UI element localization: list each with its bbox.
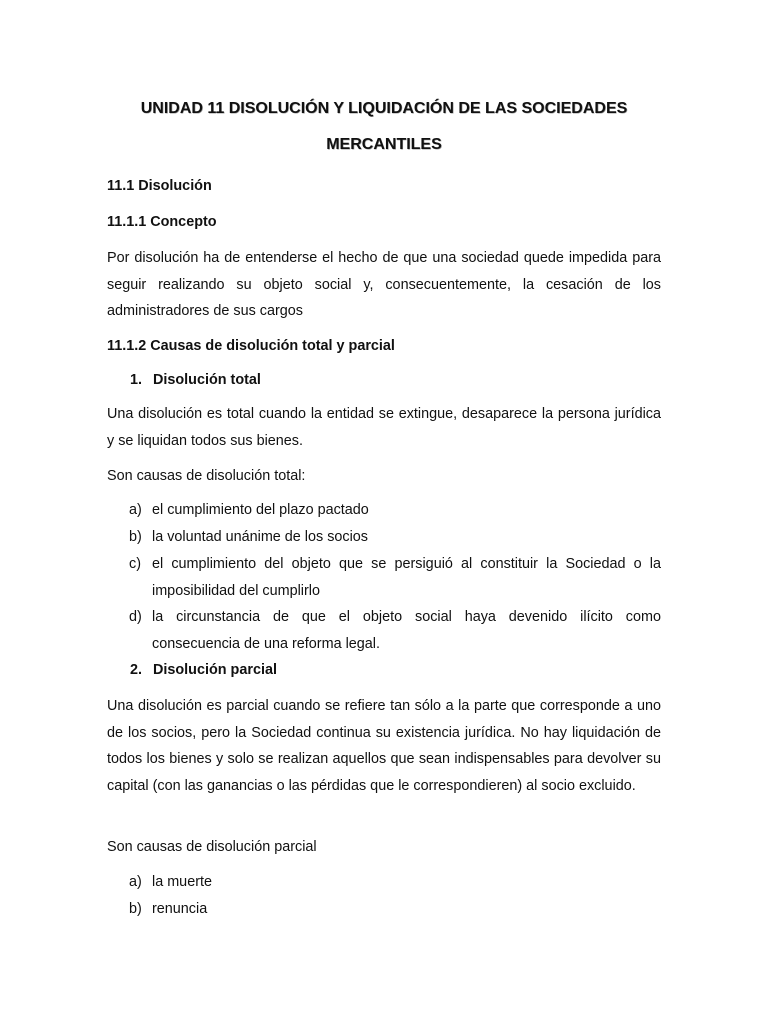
numbered-item-2-label: Disolución parcial [153,662,277,678]
paragraph-causas-parcial: Son causas de disolución parcial [107,839,317,855]
list-marker: a) [129,874,142,890]
list-item-text: la voluntad unánime de los socios [152,529,368,545]
numbered-item-2-number: 2. [130,662,143,678]
list-marker: a) [129,502,142,518]
list-item-total-a [129,497,661,524]
list-marker: c) [129,556,141,572]
numbered-item-2 [130,657,277,684]
heading-causas: 11.1.2 Causas de disolución total y parcial [107,338,395,354]
paragraph-concepto: Por disolución ha de entenderse el hecho de que una sociedad quede impedida para seguir realizando su objeto social y, consecuentemente, la cesación de los administradores de sus cargos [107,250,661,319]
document-title-line-1: UNIDAD 11 DISOLUCIÓN Y LIQUIDACIÓN DE LAS SOCIEDADES [140,100,628,117]
list-item-parcial-a [129,869,661,896]
list-item-text: la circunstancia de que el objeto social haya devenido ilícito como consecuencia de una reforma legal. [152,609,661,652]
paragraph-causas-total: Son causas de disolución total: [107,468,306,484]
list-marker: b) [129,529,142,545]
heading-concepto: 11.1.1 Concepto [107,214,217,230]
list-item-text: renuncia [152,901,208,917]
numbered-item-1-number: 1. [130,372,143,388]
list-item-text: el cumplimiento del objeto que se persiguió al constituir la Sociedad o la imposibilidad del cumplirlo [152,556,661,599]
list-item-total-d [129,604,661,657]
list-marker: d) [129,609,142,625]
list-item-text: la muerte [152,874,212,890]
numbered-item-1-label: Disolución total [153,372,261,388]
list-item-total-b [129,524,661,551]
heading-disolucion: 11.1 Disolución [107,178,212,194]
document-title-line-2: MERCANTILES [326,136,442,153]
list-marker: b) [129,901,142,917]
list-item-parcial-b [129,896,661,923]
paragraph-parcial: Una disolución es parcial cuando se refiere tan sólo a la parte que corresponde a uno de los socios, pero la Sociedad continua su existencia jurídica. No hay liquidación de todos los bienes y solo se realizan aquellos que sean indispensables para devolver su capital (con las ganancias o las pérdidas que le correspondieren) al socio excluido. [107,698,661,794]
numbered-item-1 [130,367,261,394]
list-item-text: el cumplimiento del plazo pactado [152,502,369,518]
paragraph-total: Una disolución es total cuando la entidad se extingue, desaparece la persona jurídica y se liquidan todos sus bienes. [107,406,661,449]
list-item-total-c [129,551,661,604]
